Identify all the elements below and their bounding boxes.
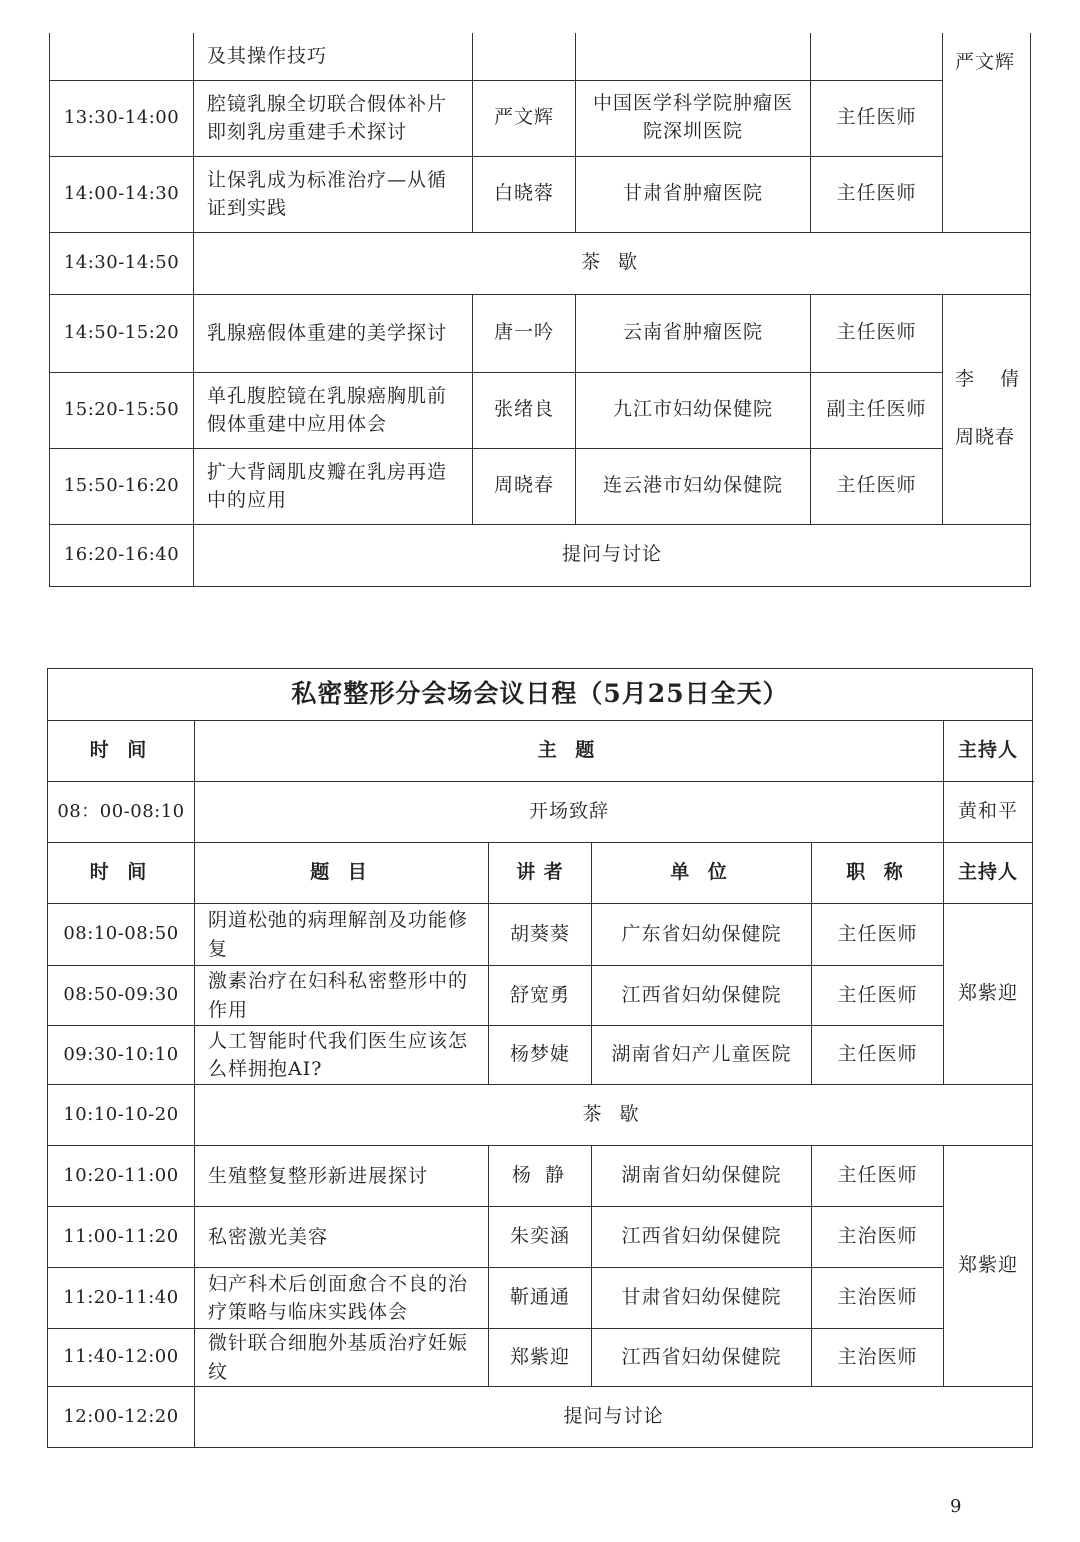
discussion-row	[48, 1387, 1033, 1448]
host-name: 周晓春	[955, 426, 1016, 448]
host-cell: 严文辉	[943, 33, 1031, 232]
time-cell	[50, 33, 194, 80]
speaker-cell	[473, 33, 576, 80]
time-cell: 11:20-11:40	[48, 1268, 195, 1329]
table-row	[48, 1329, 1033, 1387]
table-row	[48, 1146, 1033, 1207]
schedule-table-private-plastic	[47, 668, 1033, 1448]
header-unit: 单 位	[592, 843, 812, 904]
header-row	[48, 721, 1033, 782]
header-time: 时 间	[48, 721, 195, 782]
table-row	[48, 1026, 1033, 1085]
time-cell: 13:30-14:00	[50, 80, 194, 156]
speaker-cell: 舒宽勇	[489, 966, 592, 1026]
header-theme: 主 题	[195, 721, 944, 782]
time-cell: 16:20-16:40	[50, 524, 194, 586]
schedule-table-continued	[49, 33, 1031, 587]
discussion-label: 提问与讨论	[194, 524, 1031, 586]
time-cell: 08:50-09:30	[48, 966, 195, 1026]
table-row	[50, 294, 1031, 372]
topic-cell: 人工智能时代我们医生应该怎么样拥抱AI?	[195, 1026, 489, 1085]
host-cell	[943, 294, 1031, 524]
title-cell: 主任医师	[812, 1146, 944, 1207]
host-cell: 郑紫迎	[944, 1146, 1033, 1387]
time-cell: 14:50-15:20	[50, 294, 194, 372]
title-cell: 主任医师	[812, 904, 944, 966]
topic-cell: 激素治疗在妇科私密整形中的作用	[195, 966, 489, 1026]
table-row	[50, 80, 1031, 156]
topic-cell: 及其操作技巧	[194, 33, 473, 80]
speaker-cell: 周晓春	[473, 448, 576, 524]
speaker-cell: 胡葵葵	[489, 904, 592, 966]
time-cell: 15:20-15:50	[50, 372, 194, 448]
title-cell: 副主任医师	[811, 372, 943, 448]
speaker-cell: 杨梦婕	[489, 1026, 592, 1085]
topic-cell: 微针联合细胞外基质治疗妊娠纹	[195, 1329, 489, 1387]
table-row	[50, 156, 1031, 232]
time-cell: 08:10-08:50	[48, 904, 195, 966]
table-title-row	[48, 669, 1033, 721]
host-name: 李 倩	[955, 368, 1030, 391]
unit-cell: 江西省妇幼保健院	[592, 966, 812, 1026]
time-cell: 12:00-12:20	[48, 1387, 195, 1448]
header-host: 主持人	[944, 843, 1033, 904]
speaker-cell: 严文辉	[473, 80, 576, 156]
speaker-cell: 郑紫迎	[489, 1329, 592, 1387]
host-cell: 郑紫迎	[944, 904, 1033, 1085]
title-cell: 主任医师	[811, 294, 943, 372]
table-title: 私密整形分会场会议日程（5月25日全天）	[48, 669, 1033, 721]
unit-cell: 湖南省妇产儿童医院	[592, 1026, 812, 1085]
time-cell: 08：00-08:10	[48, 782, 195, 843]
header-title: 职 称	[812, 843, 944, 904]
speaker-cell: 张绪良	[473, 372, 576, 448]
topic-cell: 妇产科术后创面愈合不良的治疗策略与临床实践体会	[195, 1268, 489, 1329]
time-cell: 10:20-11:00	[48, 1146, 195, 1207]
unit-cell: 江西省妇幼保健院	[592, 1329, 812, 1387]
unit-cell: 云南省肿瘤医院	[576, 294, 811, 372]
table-row	[48, 904, 1033, 966]
unit-cell: 广东省妇幼保健院	[592, 904, 812, 966]
title-cell: 主任医师	[811, 80, 943, 156]
topic-cell: 单孔腹腔镜在乳腺癌胸肌前假体重建中应用体会	[194, 372, 473, 448]
topic-cell: 乳腺癌假体重建的美学探讨	[194, 294, 473, 372]
time-cell: 14:00-14:30	[50, 156, 194, 232]
discussion-row	[50, 524, 1031, 586]
topic-cell: 腔镜乳腺全切联合假体补片即刻乳房重建手术探讨	[194, 80, 473, 156]
title-cell	[811, 33, 943, 80]
title-cell: 主治医师	[812, 1329, 944, 1387]
header-topic: 题 目	[195, 843, 489, 904]
speaker-cell: 白晓蓉	[473, 156, 576, 232]
title-cell: 主任医师	[811, 156, 943, 232]
time-cell: 11:40-12:00	[48, 1329, 195, 1387]
speaker-cell: 朱奕涵	[489, 1207, 592, 1268]
table-row	[48, 1268, 1033, 1329]
table-row	[50, 448, 1031, 524]
opening-host: 黄和平	[944, 782, 1033, 843]
title-cell: 主任医师	[811, 448, 943, 524]
unit-cell: 中国医学科学院肿瘤医院深圳医院	[576, 80, 811, 156]
table-row	[48, 966, 1033, 1026]
page-number: 9	[950, 1496, 962, 1517]
speaker-cell: 杨 静	[489, 1146, 592, 1207]
unit-cell: 甘肃省妇幼保健院	[592, 1268, 812, 1329]
unit-cell: 甘肃省肿瘤医院	[576, 156, 811, 232]
speaker-cell: 靳通通	[489, 1268, 592, 1329]
topic-cell: 阴道松弛的病理解剖及功能修复	[195, 904, 489, 966]
discussion-label: 提问与讨论	[195, 1387, 1033, 1448]
time-cell: 15:50-16:20	[50, 448, 194, 524]
topic-cell: 生殖整复整形新进展探讨	[195, 1146, 489, 1207]
unit-cell: 连云港市妇幼保健院	[576, 448, 811, 524]
header-row	[48, 843, 1033, 904]
table-row	[48, 1207, 1033, 1268]
time-cell: 09:30-10:10	[48, 1026, 195, 1085]
header-time: 时 间	[48, 843, 195, 904]
tea-break-label: 茶 歇	[195, 1085, 1033, 1146]
time-cell: 10:10-10-20	[48, 1085, 195, 1146]
topic-cell: 扩大背阔肌皮瓣在乳房再造中的应用	[194, 448, 473, 524]
title-cell: 主任医师	[812, 966, 944, 1026]
time-cell: 14:30-14:50	[50, 232, 194, 294]
unit-cell: 江西省妇幼保健院	[592, 1207, 812, 1268]
topic-cell: 私密激光美容	[195, 1207, 489, 1268]
header-speaker: 讲 者	[489, 843, 592, 904]
title-cell: 主治医师	[812, 1207, 944, 1268]
break-row	[48, 1085, 1033, 1146]
time-cell: 11:00-11:20	[48, 1207, 195, 1268]
opening-label: 开场致辞	[195, 782, 944, 843]
title-cell: 主治医师	[812, 1268, 944, 1329]
tea-break-label: 茶 歇	[194, 232, 1031, 294]
break-row	[50, 232, 1031, 294]
topic-cell: 让保乳成为标准治疗—从循证到实践	[194, 156, 473, 232]
speaker-cell: 唐一吟	[473, 294, 576, 372]
title-cell: 主任医师	[812, 1026, 944, 1085]
unit-cell	[576, 33, 811, 80]
header-host: 主持人	[944, 721, 1033, 782]
table-row	[50, 372, 1031, 448]
unit-cell: 湖南省妇幼保健院	[592, 1146, 812, 1207]
table-row	[50, 33, 1031, 80]
unit-cell: 九江市妇幼保健院	[576, 372, 811, 448]
opening-row	[48, 782, 1033, 843]
